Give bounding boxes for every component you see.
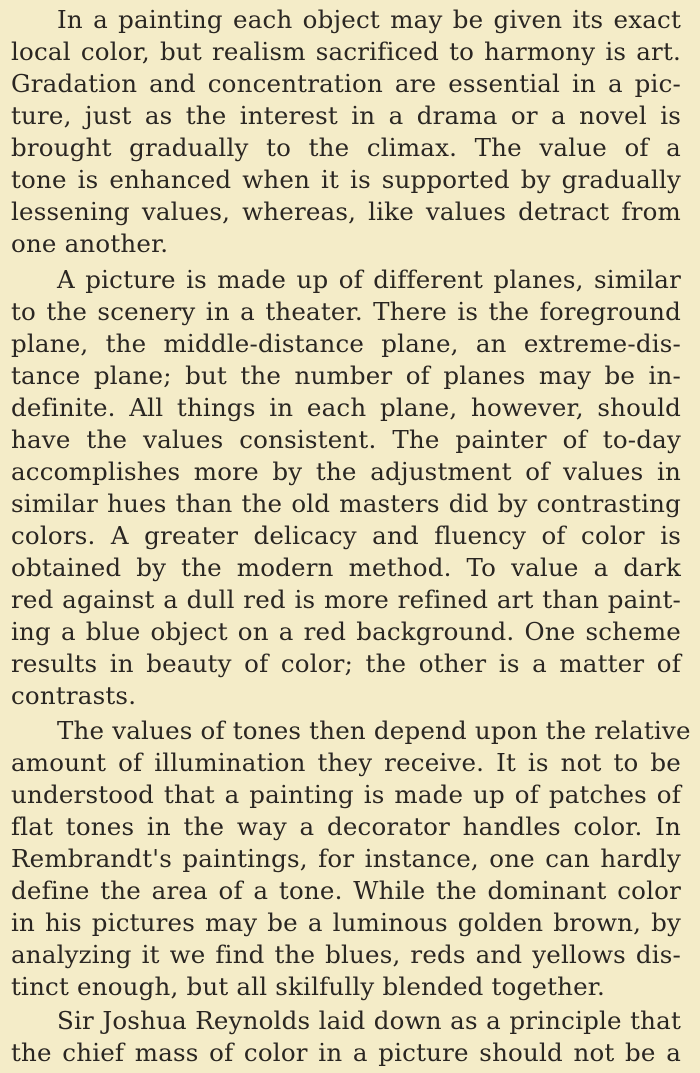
text-line: colors. A greater delicacy and fluency of color is (11, 521, 681, 550)
text-line: Rembrandt's paintings, for instance, one can hardly (11, 844, 681, 873)
text-line: red against a dull red is more refined art than paint- (11, 585, 681, 614)
text-line: tinct enough, but all skilfully blended together. (11, 972, 606, 1001)
text-line: tance plane; but the number of planes may be in- (11, 361, 681, 390)
text-line: have the values consistent. The painter of to-day (11, 425, 681, 454)
text-line: contrasts. (11, 681, 137, 710)
text-line: define the area of a tone. While the dominant color (11, 876, 681, 905)
text-line: lessening values, whereas, like values detract from (11, 197, 681, 226)
text-line: in his pictures may be a luminous golden brown, by (11, 908, 681, 937)
text-line: ing a blue object on a red background. One scheme (11, 617, 681, 646)
text-line: ture, just as the interest in a drama or a novel is (11, 101, 681, 130)
text-line: tone is enhanced when it is supported by gradually (11, 165, 681, 194)
text-line: In a painting each object may be given its exact (57, 5, 681, 34)
text-line: brought gradually to the climax. The value of a (11, 133, 681, 162)
text-line: similar hues than the old masters did by contrasting (11, 489, 681, 518)
text-line: obtained by the modern method. To value a dark (11, 553, 681, 582)
text-line: the chief mass of color in a picture should not be a (11, 1038, 681, 1067)
text-line: flat tones in the way a decorator handles color. In (11, 812, 681, 841)
text-line: The values of tones then depend upon the relative (57, 716, 691, 745)
text-line: to the scenery in a theater. There is the foreground (11, 297, 681, 326)
text-line: understood that a painting is made up of patches of (11, 780, 681, 809)
text-line: Sir Joshua Reynolds laid down as a principle that (57, 1006, 681, 1035)
text-line: one another. (11, 229, 169, 258)
text-line: amount of illumination they receive. It is not to be (11, 748, 681, 777)
text-line: definite. All things in each plane, however, should (11, 393, 681, 422)
text-line: local color, but realism sacrificed to harmony is art. (11, 37, 681, 66)
text-line: A picture is made up of different planes, similar (57, 265, 681, 294)
text-line: Gradation and concentration are essential in a pic- (11, 69, 681, 98)
text-line: results in beauty of color; the other is a matter of (11, 649, 681, 678)
text-line: analyzing it we find the blues, reds and yellows dis- (11, 940, 681, 969)
text-line: accomplishes more by the adjustment of values in (11, 457, 681, 486)
text-line: plane, the middle-distance plane, an extreme-dis- (11, 329, 681, 358)
